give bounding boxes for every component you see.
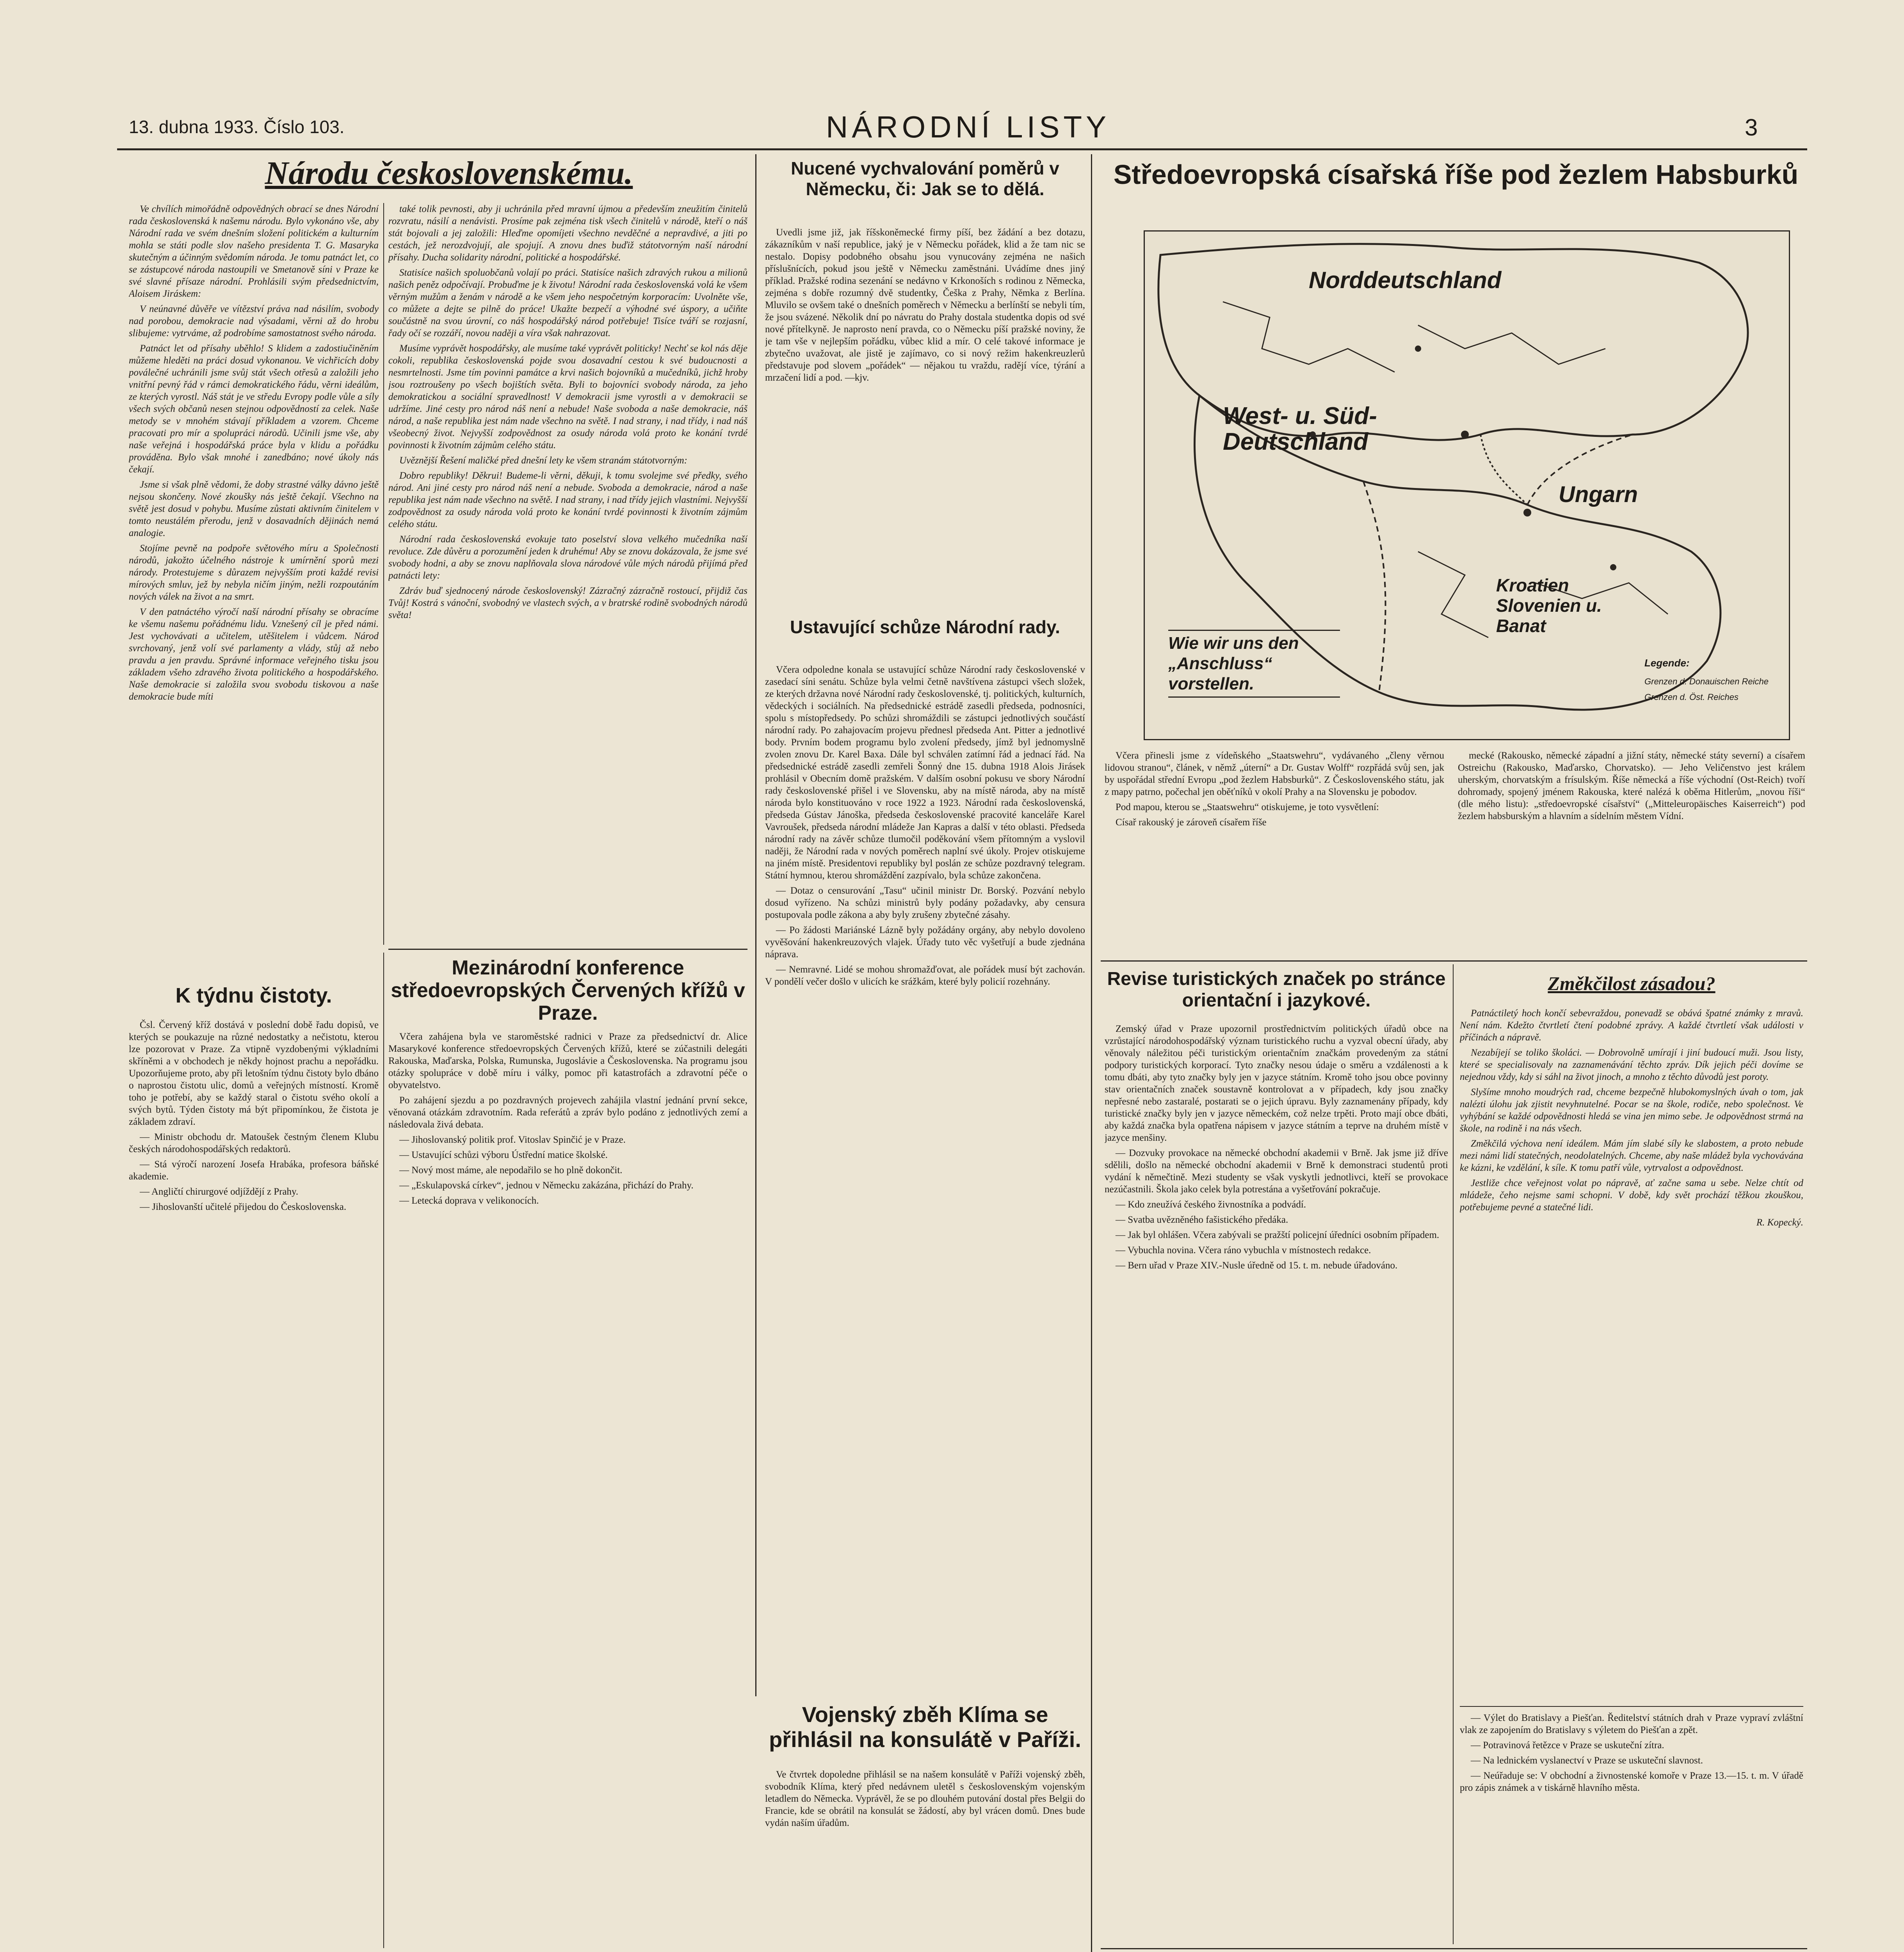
news-item: — Výlet do Bratislavy a Piešťan. Ředitelství státních drah v Praze vypraví zvláštní vlak ze zapojením do Bratislavy s výletem do Piešťan a zpět.: [1460, 1713, 1803, 1735]
news-item: — Angličtí chirurgové odjíždějí z Prahy.: [140, 1186, 299, 1197]
paragraph: Patnáctiletý hoch končí sebevraždou, ponevadž se obává špatné známky z mravů. Není nám. Kdežto čtvrtletí čtení podobné zprávy. A každé čtvrtletí však události v příčinách a nápravě.: [1460, 1008, 1803, 1043]
paragraph: Jsme si však plně vědomi, že doby strastné války dávno ještě nejsou skončeny. Nové zkoušky nás ještě čekají. Všechno na světě jest dosud v pohybu. Musíme zůstati aktivním činitelem v tomto neustálém přerodu, jenž v dosavadních dějinách nemá analogie.: [129, 479, 379, 538]
column-stredoevropska-1: [1105, 750, 1444, 956]
news-item: — Vybuchla novina. Včera ráno vybuchla v místnostech redakce.: [1116, 1245, 1371, 1256]
paragraph: Včera zahájena byla ve staroměstské radnici v Praze za předsednictví dr. Alice Masarykové konference středoevropských Červených křížů, které se zúčastnili delegáti Rakouska, Maďarska, Polska, Rumunska, Jugoslávie a Československa. Na programu jsou otázky spolupráce v době míru i války, pomoc při katastrofách a zdravotní péče o obyvatelstvo.: [388, 1031, 747, 1090]
paragraph: Císař rakouský je zároveň císařem říše: [1116, 817, 1267, 828]
news-item: — Ustavující schůzi výboru Ústřední matice školské.: [399, 1150, 608, 1160]
news-item: — Svatba uvězněného fašistického předáka.: [1116, 1215, 1288, 1225]
column-rule: [1091, 154, 1092, 1952]
article-title-mezinarodni: Mezinárodní konference středoevropských Červených křížů v Praze.: [391, 956, 745, 1025]
paragraph: Ve chvílích mimořádně odpovědných obrací se dnes Národní rada československá k našemu národu. Bylo vykonáno vše, aby Národní rada ve svém dnešním složení politickém a kulturním mohla se státi podle slov našeho presidenta T. G. Masaryka skutečným a účinným svědomím národa. Je tomu patnáct let, co se zástupcové národa nastoupili ve Smetanově síni v Praze ke své slavné přísaze národní. Prohlásili svým předsednictvím, Aloisem Jiráskem:: [129, 204, 379, 299]
paragraph: V den patnáctého výročí naší národní přísahy se obracíme ke všemu našemu pořádnému lidu. Vznešený cíl je před námi. Jest vychovávati a učitelem, utěšitelem i vůdcem. Národ svrchovaný, jenž volí své parlamenty a vlády, stůj až nebo pravdu a jen pravdu. Správné informace veřejného tisku jsou základem všeho zdravého života politického a hospodářského. Naše demokracie si založila svou svobodu tiskovou a naše demokracie bude míti: [129, 607, 379, 702]
map-caption: Wie wir uns den „Anschluss“ vorstellen.: [1168, 630, 1340, 698]
news-item: — Kdo zneužívá českého živnostníka a podvádí.: [1116, 1199, 1306, 1210]
news-item: — „Eskulapovská církev“, jednou v Německu zakázána, přichází do Prahy.: [399, 1180, 694, 1191]
news-item: — Na lednickém vyslanectví v Praze se uskuteční slavnost.: [1471, 1755, 1703, 1766]
article-title-narodu: Národu československému.: [265, 155, 633, 191]
news-item: — Potravinová řetězce v Praze se uskuteční zítra.: [1471, 1740, 1664, 1751]
news-item: — Nemravné. Lidé se mohou shromažďovat, ale pořádek musí být zachován. V pondělí večer došlo v ulicích ke srážkám, které byly policií rozehnány.: [765, 964, 1085, 987]
news-item: — Neúřaduje se: V obchodní a živnostenské komoře v Praze 13.—15. t. m. V úřadě pro zápis známek a v tiskárně hlavního města.: [1460, 1770, 1803, 1793]
paragraph: Zdráv buď sjednocený národe československý! Zázračný zázračně rostoucí, přijdiž čas Tvůj! Kostrá s vánoční, svobodný ve vlastech svých, a v bratrské rodině svobodných národů světa!: [388, 586, 747, 620]
news-item: — Jak byl ohlášen. Včera zabývali se pražští policejní úředníci osobním případem.: [1116, 1230, 1440, 1240]
paragraph: Stojíme pevně na podpoře světového míru a Společnosti národů, jakožto účelného nástroje k umírnění sporů mezi národy. Protestujeme s důrazem nejvyšším proti každé revisi mírových smluv, jež by nebyla ničím jiným, nežli rozpoutáním nových válek na život a na smrt.: [129, 543, 379, 602]
masthead: NÁRODNÍ LISTY: [826, 110, 1110, 144]
column-k-tydnu: [129, 1019, 379, 1948]
paragraph: Uvěznější Řešení maličké před dnešní lety ke všem stranám státotvorným:: [399, 455, 687, 466]
paragraph: Po zahájení sjezdu a po pozdravných projevech zahájila vlastní jednání první sekce, věnovaná otázkám zdravotním. Rada referátů a zpráv bylo podáno z jednotlivých zemí a následovala živá debata.: [388, 1095, 747, 1130]
column-zpravy: [1460, 1712, 1803, 1946]
signature: R. Kopecký.: [1756, 1217, 1803, 1228]
paragraph: Slyšíme mnoho moudrých rad, chceme bezpečně hlubokomyslných úvah o tom, jak nalézti úlohu jak zjistit nevyhnutelné. Pocar se na škole, rodiče, nebo společnost. Ve vyhýbání se každé odpovědnosti hledá se vina jen mimo sebe. Je odpovědnost strmá na škole, na rodině i na nás všech.: [1460, 1087, 1803, 1134]
column-vojensky: [765, 1769, 1085, 1952]
news-item: — Ministr obchodu dr. Matoušek čestným členem Klubu českých národohospodářských redaktorů.: [129, 1132, 379, 1154]
paragraph: Musíme vyprávět hospodářsky, ale musíme také vyprávět politicky! Nechť se kol nás děje cokoli, republika československá pojde svou dosavadní cestou k své budoucnosti a nesmrtelnosti. Jsme tím povinni památce a krvi našich bojovníků a mučedníků, jichž hroby jsou roztroušeny po všech bojištích světa. Byli to bojovníci svobody národa, za jeho demokratickou a sociální spravedlnost! V demokracii jsme vyrostli a v demokracii se udržíme. Jiné cesty pro národ náš není a nebude! Naše svoboda a naše demokracie, náš národ, a naše republika jest nám nade všechno na světě. I nad strany, i nad třídy, i nad náš všeobecný život. Nejvyšší zodpovědnost za osudy národa volá proto ke konání tvrdé povinnosti k životním zájmům celého státu.: [388, 343, 747, 451]
column-rule: [383, 203, 384, 945]
column-narodu-2: [388, 203, 747, 945]
section-rule: [1101, 960, 1807, 962]
column-mezinarodni: [388, 1031, 747, 1948]
news-item: — Letecká doprava v velikonocích.: [399, 1195, 539, 1206]
column-stredoevropska-2: [1458, 750, 1805, 956]
paragraph: Statisíce našich spoluobčanů volají po práci. Statisíce našich zdravých rukou a milionů našich peněz odpočívají. Probuďme je k životu! Národní rada československá volá ke všem věrným mužům a ženám v národě a ke všem jeho nespočetným korporacím: Uvolněte vše, co můžete a dejte se pilně do práce! Ukažte bezpečí a výhodné své úspory, a učiňte součástně na svou úrovní, co náš hospodářský národ potřebuje! Tisíce tváří se rozjasní, řady očí se rozzáří, novou naději a víra však nahrazovat.: [388, 267, 747, 338]
news-item: — Dotaz o censurování „Tasu“ učinil ministr Dr. Borský. Pozvání nebylo dosud vyřízeno. Na schůzi ministrů byly podány požadavky, aby censura postupovala podle zákona a aby byly zrušeny zbytečné zásahy.: [765, 885, 1085, 920]
map-label: Norddeutschland: [1309, 267, 1502, 293]
paragraph: Uvedli jsme již, jak říšskoněmecké firmy píší, bez žádání a bez dotazu, zákazníkům v naší republice, jaký je v Německu pořádek, klid a že tam nic se nestalo. Dopisy podobného obsahu jsou vynucovány zejména ne našich příslušnících, pokud jsou ještě v Německu zaměstnáni. Uvádíme dnes jiný příklad. Pražské rodina sezenání se nedávno v Krkonoších s rodinou z Německa, zejména s dobře rozumný dvě studentky, Češka z Prahy, Němka z Berlína. Mluvilo se ovšem také o dnešních poměrech v Německu a berlínští se nebyli tím, že jsou svázené. Několik dní po návratu do Prahy dostala studentka dopis od své nové přítelkyně. Je naprosto není pravda, co o Německu píší pražské noviny, že je tam vše v nejlepším pořádku, vůbec klid a mír. O celé takové informace je zbytečno uvažovat, ale jistě je zajímavo, co si nový režim hakenkreuzlerů představuje pod slovem „pořádek“ — nějakou tu vraždu, radějí více, týrání a mrzačení lidí a pod. —kjv.: [765, 227, 1085, 383]
map-label: Ungarn: [1559, 482, 1638, 507]
column-rule: [1453, 964, 1454, 1944]
article-title-stredoevropska: Středoevropská císařská říše pod žezlem Habsburků: [1113, 159, 1799, 190]
section-rule: [1101, 1948, 1807, 1949]
news-item: — Po žádosti Mariánské Lázně byly požádány orgány, aby nebylo dovoleno vyvěšování hakenkreuzových vlajek. Úřady tuto věc vyšetřují a bude zjednána náprava.: [765, 925, 1085, 960]
article-title-zmeklost: Změkčilost zásadou?: [1548, 972, 1715, 994]
column-rule: [383, 953, 384, 1948]
paragraph: Národní rada československá evokuje tato poselství slova velkého mučedníka naší revoluce. Zde důvěru a porozumění jeden k druhému! Aby se znovu dokázovala, že jsme své svobody hodni, a aby se znovu naplňovala slova národové vůle mých národů přijímá před patnácti lety:: [388, 534, 747, 581]
header-rule: [117, 148, 1807, 150]
paragraph: V neúnavné důvěře ve vítězství práva nad násilím, svobody nad porobou, demokracie nad výsadami, věrni až do hrobu slibujeme: vytrváme, až podrobíme samostatnost svého národa.: [129, 304, 379, 338]
paragraph: Jestliže chce veřejnost volat po nápravě, ať začne sama u sebe. Nelze chtít od mládeže, čeho nejsme sami schopni. V době, kdy svět prochází těžkou zkouškou, potřebujeme pevné a statečné lidi.: [1460, 1178, 1803, 1213]
column-ustavujici: [765, 664, 1085, 1351]
article-title-ustavujici: Ustavující schůze Národní rady.: [790, 617, 1060, 637]
section-rule: [388, 949, 747, 950]
paragraph: Zemský úřad v Praze upozornil prostřednictvím politických úřadů obce na vzrůstající národohospodářský význam turistického ruchu a vyzval obecní úřady, aby věnovaly náležitou péči turistickým orientačním značkám provedeným za státní podpory turistických korporací. Tyto značky nesou údaje o směru a vzdálenosti a k tomu dbáti, aby tyto značky byly jen v jazyce státním. Kromě toho jsou obce povinny stav orientačních značek soustavně kontrolovat a v případech, kdy jsou značky nepřesné nebo zastaralé, postarati se o jejich úpravu. Byly zaznamenány případy, kdy turistické značky byly jen v jazyce německém, což nelze trpěti. Proto mají obce dbáti, aby každá značka byla opatřena nápisem v jazyce státním a teprve na druhém místě v jazyce menšiny.: [1105, 1024, 1448, 1143]
news-item: — Nový most máme, ale nepodařilo se ho plně dokončit.: [399, 1165, 623, 1175]
map-label: Kroatien Slovenien u. Banat: [1496, 575, 1602, 636]
news-item: — Dozvuky provokace na německé obchodní akademii v Brně. Jak jsme již dříve sdělili, došlo na německé obchodní akademii v Brně k demonstraci studentů proti vydání k němečtině. Mezi studenty se však vyskytli jednotlivci, kteří se provokace nezúčastnili. Škola jako celek byla potrestána a vyšetřování pokračuje.: [1105, 1148, 1448, 1195]
paragraph: Čsl. Červený kříž dostává v poslední době řadu dopisů, ve kterých se poukazuje na různé nedostatky a nečistotu, kterou lze pozorovat v Praze. Za vtipně vyzdobenými výkladními skříněmi a v obchodech je někdy hojnost prachu a nepořádku. Upozorňujeme proto, aby při letošním týdnu čistoty bylo dbáno o naprostou čistotu ulic, domů a veřejných místností. Kromě toho je potřebí, aby se každý staral o čistotu svého okolí a svých bytů. Týden čistoty má být připomínkou, že čistota je základem zdraví.: [129, 1020, 379, 1127]
paragraph: Nezabíjejí se toliko školáci. — Dobrovolně umírají i jiní budoucí muži. Jsou listy, které se specialisovaly na zaznamenávání těchto zpráv. Dík jejich péči dovíme se nejednou vždy, kdy si sáhl na život jinoch, a mnoho z těchto důvodů jest poroty.: [1460, 1047, 1803, 1082]
paragraph: Včera přinesli jsme z vídeňského „Staatswehru“, vydávaného „členy věrnou lidovou stranou“, článek, v němž „úterní“ a Dr. Gustav Wolff“ rozpřádá svůj sen, jak by uspořádal střední Evropu „pod žezlem Habsburků“. Z Československého státu, jak z mapy patrno, počechal jen oběťníků v okolí Prahy a na Slovensku je pobodov.: [1105, 750, 1444, 797]
section-rule: [1460, 1706, 1803, 1707]
paragraph: Ve čtvrtek dopoledne přihlásil se na našem konsulátě v Paříži vojenský zběh, svobodník Klíma, který před nedávnem uletěl s československým vojenským letadlem do Německa. Vyprávěl, že se po dlouhém putování dostal přes Belgii do Francie, kde se obrátil na konsulát se žádostí, aby byl vrácen domů. Dnes bude vydán naším úřadům.: [765, 1769, 1085, 1828]
paragraph: Změkčilá výchova není ideálem. Mám jím slabé síly ke slabostem, a proto nebude mezi námi lidí statečných, neodolatelných. Chceme, aby naše mládež byla vychovávána ke kázni, ke vzdělání, k síle. K tomu patří vůle, vytrvalost a odpovědnost.: [1460, 1138, 1803, 1173]
article-title-revise: Revise turistických značek po stránce orientační i jazykové.: [1107, 969, 1446, 1011]
article-title-nucene: Nucené vychvalování poměrů v Německu, či: Jak se to dělá.: [791, 158, 1059, 199]
map-label: West- u. Süd-Deutschland: [1223, 403, 1377, 455]
news-item: — Jihoslovanští učitelé přijedou do Československa.: [140, 1202, 347, 1212]
column-rule: [755, 154, 756, 1696]
article-title-vojensky: Vojenský zběh Klíma se přihlásil na konsulátě v Paříži.: [769, 1702, 1081, 1752]
page-number: 3: [1745, 114, 1758, 141]
issue-date: 13. dubna 1933. Číslo 103.: [129, 117, 345, 137]
news-item: — Bern uřad v Praze XIV.-Nusle úředně od 15. t. m. nebude úřadováno.: [1116, 1260, 1398, 1271]
paragraph: mecké (Rakousko, německé západní a jižní státy, německé státy severní) a císařem Ostreichu (Rakousko, Maďarsko, Chorvatsko). — Jeho Veličenstvo jest králem uherským, chorvatským a frísulským. Říše německá a říše východní (Ost-Reich) tvoří dohromady, spojený jménem Rakouska, které nalézá k oběma Hitlerům, „novou říši“ (dle mého listu): „středoevropské císařství“ („Mitteleuropäisches Kaiserreich“) pod žezlem habsburským a hlavním a sídelním městem Vídní.: [1458, 750, 1805, 821]
paragraph: Dobro republiky! Děkrui! Budeme-li věrni, děkuji, k tomu svolejme své předky, svého národ. Ani jiné cesty pro národ náš není a nebude. Svoboda a demokracie, národ a naše republika jest nám nade všechno na světě. I nad strany, i nad třídy jejich vlastními. Nejvyšší zodpovědnost za osudy národa volá proto ke konání tvrdé povinnosti k životním zájmům celého státu.: [388, 470, 747, 529]
map-legend-title: Legende:: [1644, 657, 1690, 669]
map-legend-item: Grenzen d. Öst. Reiches: [1644, 692, 1739, 702]
column-revise: [1105, 1023, 1448, 1944]
paragraph: Pod mapou, kterou se „Staatswehru“ otiskujeme, je toto vysvětlení:: [1116, 802, 1379, 812]
paragraph: také tolik pevnosti, aby ji uchránila před mravní újmou a především zneužitím činitelů rozvratu, násilí a nenávisti. Prosíme pak zejména tisk všech činitelů v národě, kteří o náš stát bojovali a jej založili: Hleďme opomíjeti všechno nevděčné a nepravdivé, a jiti po cestách, jež nerozdvojují, ale spojují. A znovu dnes buďiž státotvorným naší národní přísahy. Ducha solidarity národní, politické a hospodářské.: [388, 204, 747, 263]
news-item: — Stá výročí narození Josefa Hrabáka, profesora báňské akademie.: [129, 1159, 379, 1182]
map-habsburg-empire: [1144, 230, 1790, 740]
paragraph: Včera odpoledne konala se ustavující schůze Národní rady československé v zasedací síni senátu. Schůze byla velmi četně navštívena zástupci všech složek, ze kterých državna nové Národní rady československé, tj. politických, kulturních, vědeckých i sociálních. Na předsednické estrádě zasedli předseda, podnosníci, spolu s místopředsedy. Po schůzi shromáždili se zástupci jednotlivých součástí národní rady. Po zahajovacím projevu přednesl předseda Ant. Pitter a jednotlivé body. Prvním bodem programu bylo zvolení předsedy, jímž byl jednomyslně zvolen znovu Dr. Karel Baxa. Dále byl schválen zatímní řád a jednací řád. Na předsednické estrádě zasedli zemřeli Šonný dne 15. dubna 1918 Alois Jirásek prohlásil v Obecním domě pražském. V dalším osobní pokusu ve sbory Národní rady československé přišel i ve Slovensku, aby na místě národa, aby na místě národa bylo konstituováno v roce 1922 a 1923. Národní rada československá, předseda Gústav Jánoška, předseda československé pracovité kanceláře Karel Vavroušek, předseda národní mládeže Jan Kapras a další v této oblasti. Předseda národní rady na závěr schůze tlumočil poděkování všem přítomným a vyslovil naději, že Národní rada v nových poměrech naplní své úkoly. Projev otiskujeme na jiném místě. Presidentovi republiky byl poslán ze schůze pozdravný telegram. Státní hymnou, kterou shromáždění zazpívalo, byla schůze zakončena.: [765, 664, 1085, 881]
news-item: — Jihoslovanský politik prof. Vitoslav Spinčić je v Praze.: [399, 1135, 626, 1145]
column-nucene: [765, 226, 1085, 609]
column-zmeklost: [1460, 1007, 1803, 1702]
map-legend-item: Grenzen d. Donauischen Reiche: [1644, 677, 1769, 686]
paragraph: Patnáct let od přísahy uběhlo! S klidem a zadostiučiněním můžeme hleděti na práci dosud vykonanou. Ve vichřicích doby poválečné uchránili jsme svůj stát všech otřesů a založili jeho vnitřní pevný řád v rámci demokratického řádu, věrni ideálům, ze kterých vyrostl. Náš stát je ve středu Evropy podle vůle a síly všech svých občanů nesen stejnou odpovědností za celek. Naše metody se v mnohém stávají příkladem a vzorem. Chceme pracovati pro mír a spolupráci národů. Učinili jsme vše, aby naše veřejná i hospodářská práce byla v klidu a pořádku prováděna. Bylo však mnohé i zanedbáno; nové úkoly nás čekají.: [129, 343, 379, 475]
article-title-k-tydnu: K týdnu čistoty.: [175, 984, 332, 1007]
